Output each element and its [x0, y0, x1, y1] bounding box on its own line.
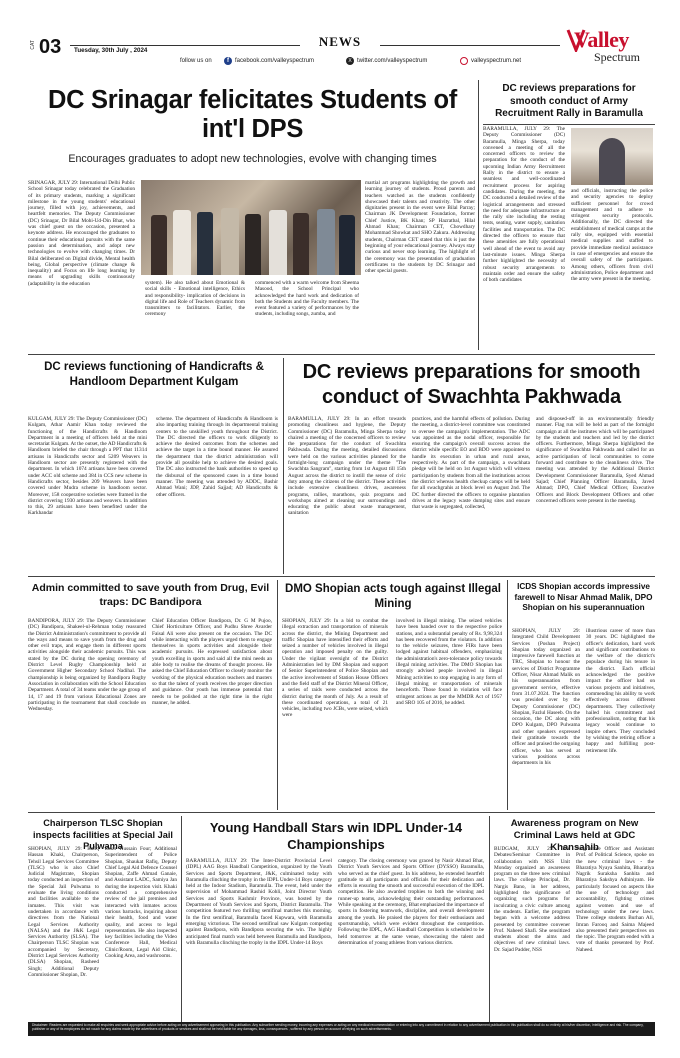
social-bar [180, 57, 560, 67]
farewell-col-2: illustrious career of more than 30 years. DC highlighted the officer's dedication, hard work and significant contributions to the welfare of the district's populace during his tenure in the district. Each official acknowledged the positive impact the officer had on various projects and initiatives, commending his ability to work effectively across different departments. They collectively hailed his commitment and professionalism, noting that his legacy would continue to inspire others. They concluded by wishing the retiring officer a happy and fulfilling post-retirement life. [586, 628, 655, 754]
army-col-2: and officials, instructing the police and security agencies to deploy sufficient personnel for crowd management and to adhere to stringent security protocols. Additionally, the DC directed the establishment of medical camps at the rally site, equipped with essential medical supplies and staffed to provide immediate medical assistance in case of emergencies and ensure the overall safety of the participants. Among others, officers from civil administration, Police department and the army were present in the meeting. [571, 188, 653, 283]
jail-col-2: Zakir Hussain Four; Additional Superintendent of Police Shopian, Shaukat Rafiq, Deputy Chief Legal Aid Defence Counsel Shopian, Zaffe Ahmad Ganaie, and Assistant LADC, Samiya Jan during the inspection visit. Khaki conducted a comprehensive review of the jail premises and interacted with inmates across various barracks, inquiring about their health, food and water quality, and access to legal representation. He also inspected key facilities including the Video Conference Hall, Medical Clinic/Room, Legal Aid Clinic, Cooking Area, and washrooms. [105, 846, 177, 960]
page-number: 03 [39, 36, 62, 58]
disclaimer-bar [28, 1022, 655, 1036]
column-divider [489, 816, 490, 1022]
cat-label: CAT [30, 40, 36, 50]
headline-mining[interactable]: DMO Shopian acts tough against Illegal Mining [285, 583, 501, 610]
article-army [483, 80, 655, 350]
jail-col-1: SHOPIAN, JULY 29: Rafiq Hassan Khaki, Chairperson, Tehsil Legal Services Committee (TLSC) who is also Chief Judicial Magistrate, Shopian today conducted an inspection of the Special Jail Pulwama to evaluate the living conditions and facilities available to the inmates. This visit was undertaken in accordance with directives from the National Legal Services Authority (NALSA) and the J&K Legal Services Authority (SLSA). The Chairperson TLSC Shopian was accompanied by Secretary, District Legal Services Authority (DLSA) Shopian, Rasheed Singh; Additional Deputy Commissioner Shopian, Dr. [28, 846, 99, 978]
masthead [0, 0, 680, 70]
twitter-link[interactable]: twitter.com/valleyspectrum [357, 58, 428, 64]
article-drugs [28, 580, 273, 810]
dps-photo [141, 180, 361, 275]
drugs-col-1: BANDIPORA, JULY 29: The Deputy Commissioner (DC) Bandipora, Shakeel-ul-Rehman today reassured the District Administration's commitment to provide all the ways and means to save youth from the drug and other evil traps, and engage them in different sports activities alongside their academic pursuits. This was stated by the DC during the opening ceremony of District Level Rugby Championship held at Government Higher Secondary School Nadihal. The championship is being organized by Bandipora Rugby Association in collaboration with the School Education Department. A total of 34 teams under the age group of 14, 17 and 19 from various Educational Zones are participating in the tournament that shall conclude on Wednesday. [28, 618, 146, 713]
army-col-1: BARAMULLA, JULY 29: The Deputy Commissioner (DC) Baramulla, Minga Sherpa, today convened a meeting of all the concerned officers to review the preparation for the conduct of the upcoming Indian Army Recruitment Rally in the district to ensure a seamless and well-coordinated recruitment process for aspiring candidates. During the meeting, the DC conducted a detailed review of the logistical arrangements and stressed the need for adequate infrastructure at the rally site including the resting tents, seating, water supply, sanitation facilities and transportation. The DC directed the officers to ensure that these amenities are fully operational well ahead of the event to avoid any last-minute issues. Minga Sherpa further highlighted the necessity of robust security arrangements to maintain order and ensure the safety of both candidates [483, 126, 565, 284]
handball-col-2: category. The closing ceremony was graced by Nasir Ahmad Bhat, District Youth Services and Sports Officer (DYSSO) Baramulla, who served as the chief guest. In his address, he extended heartfelt gratitude to all participants and officials for their dedication and efforts in ensuring the smooth and successful execution of the IDPL competition. He also awarded trophies to both the winning and runner-up teams, acknowledging their outstanding performances. While speaking at the ceremony, Bhat emphasized the importance of sports in fostering teamwork, discipline, and overall development among the youth. He praised the players for their enthusiasm and sportsmanship, which were evident throughout the competition. Following the IDPL, AAG Handball Competition is scheduled to be held tomorrow at the same venue, showcasing the talent and determination of young athletes from various districts. [338, 858, 484, 946]
swachhta-col-3: and disposed-off in an environmentally friendly manner. Flag run will be held as part of the fortnight campaign at all the institutes which will be participated by the students and teachers and led by the district officers. Furthermore, Minga Sherpa highlighted the significance of Swachhta Pakhwada and called for an active participation of local communities to come forward and contribute to the cleanliness drive. The meeting was attended by the Additional District Development Commissioner Baramulla, Syed Ahmad Sajad; Chief Planning Officer Baramulla, Javed Ahmad; DPO, Chief Medical Officer, Executive Officers and Block Development Officers and other concerned officers were present in the meeting. [536, 416, 654, 504]
dps-col-1: SRINAGAR, JULY 29: International Delhi Public School Srinagar today celebrated the Graduation of its primary students, marking a significant milestone in the young students' educational journey, filled with joy, achievements, and heartfelt memories. The Deputy Commissioner (DC) Srinagar, Dr Bilal Mohi-Ud-Din Bhat, who was chief guest on the occasion, presented a keynote address. He encouraged the graduates to continue their educational pursuits with the same passion and determination, and adopt new technologies to evolve with changing times. Dr Bilal deliberated on Digital divide, Mental health being, Global perspective (climate change & inequality) and Focus on life long learning by means of upgrading skills continuously (adaptability in the education [28, 180, 135, 287]
criminal-col-2: Programme Officer and Assistant Prof. of Political Science, spoke on the new criminal laws - the Bharatiya Nyaya Sanhita, Bharatiya Nagrik Suraksha Sanhita and Bharatiya Sakshya Adhiniyam. He particularly focused on aspects like the use of technology and accountability, fighting crimes against women and use of technology under the new laws. Three college students Burhan Ali, Imran Farooq and Saima Majeed also presented their perspectives on the topic. The program ended with a vote of thanks presented by Prof. Naheed. [576, 846, 654, 953]
section-divider [28, 812, 655, 813]
section-divider [28, 354, 655, 355]
article-mining [282, 580, 504, 810]
dps-col-4: martial art programs highlighting the growth and learning journey of students. Proud parents and teachers watched as the students confidently showcased their talents and creativity. The other dignitaries present in the event were Bilal Parray; Chairman JK Development Foundation, former Chief Justice, BK Khan; SP Hazratbal, Hilal Ahmad Khan; Chairman CET, Chowdhary Mohammad Showkat and SHO Zakura. Addressing students, Chairman CET stated that this is just the beginning of your educational journey. Always stay curious and never stop learning. The highlight of the ceremony was the presentation of graduation certificates to the students by DC Srinagar and other special guests. [365, 180, 475, 275]
column-divider [507, 580, 508, 810]
article-criminal-laws [494, 816, 655, 1038]
follow-label: follow us on [180, 58, 212, 64]
criminal-col-1: BUDGAM, JULY 29: The Debates/Seminar Committee in collaboration with NSS Unit Monday organized an awareness program on the three new criminal laws. The college Principal, Dr. Nargis Bano, in her address, highlighted the significance of organizing such programs for inculcating a civic culture among the students. Earlier, the program began with a welcome address presented by committee convener Prof. Naheed Shafi. She sensitized students about the aims and objectives of new criminal laws. Dr. Sajad Padder, NSS [494, 846, 570, 953]
handicrafts-col-2: scheme. The department of Handicrafts & Handloom is also imparting training through its departmental training centers to the unskilled youth throughout the District. The DC directed the officers to work diligently to achieve the desired outcomes from the schemes and achieve the target in a time bound manner. He assured the department that the district administration will provide all possible help to achieve the desired goals. The DC also instructed the bank authorities to speed up the disbursal of the sponsored cases in a time bound manner. The meeting was attended by ADDC, Bashir Ahmad Wani; JDP, Zahid Sajjad; AD Handicrafts & other officers. [156, 416, 278, 498]
swachhta-col-2: practices, and the harmful effects of pollution. During the meeting, a district-level committee was constituted to oversee the campaign's implementation. The ADC was appointed as the nodal officer, responsible for ensuring the campaign's overall success across the district while specific EO and BDO were appointed to handle its execution in urban and rural areas, respectively. As part of the campaign, a swachhata pledge will be held on 1st August which will witness participation by students from all the institutions across the district whereas health checkup camps will be held for all swachgrahis at block level on August 2nd. The DC further directed the officers to organise plantation drives at the legacy waste dumping sites and ensure that waste is segregated, collected, [412, 416, 530, 511]
swachhta-col-1: BARAMULLA, JULY 29: In an effort towards promoting cleanliness and hygiene, the Deputy Commissioner (DC) Baramulla, Minga Sherpa today chaired a meeting of the concerned officers to review the preparations for the conduct of Swachhta Pakhwada. During the meeting, detailed discussions were held on the various activities planned for the fortnight-long campaign under the theme "The Swachhta Sangram", starting from 1st August till 15th August across the district to instill the sense of civic duty among the citizens of the district. These activities include extensive cleanliness drives, awareness programs, rallies, marathons, quiz programs and workshops aimed at cleaning our surroundings and educating the public about waste management, sanitation [288, 416, 406, 517]
twitter-icon: X [346, 57, 354, 65]
column-divider [283, 358, 284, 574]
article-jail [28, 816, 178, 1038]
article-farewell [512, 580, 655, 810]
mining-col-1: SHOPIAN, JULY 29: In a bid to combat the illegal extraction and transportation of minerals across the district, the Mining Department and traffic Shopian have intensified their efforts and seized a number of vehicles involved in illegal operation and imposed penalty on the guilty. Under the vigilant oversight of the District Administration led by DM Shopian and support of Senior Superintendent of Police Shopian and the active involvement of Station House Officers and the field staff of the District Mineral Officer, a series of raids were conducted across the district during the month of July. As a result of these coordinated operations, a total of 21 vehicles, including two JCBs, were seized, which were [282, 618, 388, 719]
headline-criminal-laws[interactable]: Awareness program on New Criminal Laws held at GDC Khansahib [510, 818, 639, 853]
article-swachhta [288, 358, 655, 578]
column-divider [478, 80, 479, 350]
brand-logo [566, 28, 666, 68]
subhead-dps: Encourages graduates to adopt new technologies, evolve with changing times [68, 153, 437, 165]
section-divider [28, 576, 655, 577]
headline-handball[interactable]: Young Handball Stars win IDPL Under-14 Championships [209, 820, 463, 852]
globe-icon [460, 57, 468, 65]
column-divider [181, 816, 182, 1022]
facebook-icon: f [224, 57, 232, 65]
disclaimer-text: Disclaimer: Readers are requested to make all enquiries and seek appropriate advice before acting on any advertisement appearing in this publication. Any subscriber sending money, incurring any expenses or acting on any medical recommendation or entering into any commitment in relation to any advertisement publication in this publication shall do so entirely at his/her discretion, intelligence and risk. The company, publisher or any of its employees do not vouch for any claims made by the advertisers of products or services and shall not be held liable for any damages, loss, consequences , suffered by any person on account of relying on such advertisements. [32, 1023, 644, 1031]
headline-handicrafts[interactable]: DC reviews functioning of Handicrafts & Handloom Department Kulgam [44, 361, 264, 388]
divider [483, 124, 655, 125]
facebook-link[interactable]: facebook.com/valleyspectrum [235, 58, 315, 64]
army-photo [571, 128, 653, 185]
headline-swachhta[interactable]: DC reviews preparations for smooth conduct of Swachhta Pakhwada [302, 361, 641, 408]
column-divider [277, 580, 278, 810]
dps-col-3: commenced with a warm welcome from Sheema Masood, the School Principal who acknowledged the hard work and dedication of both the Students and the Faculty members. The event featured a variety of performances by the students, including songs, zumba, and [255, 280, 359, 318]
issue-date: Tuesday, 30th July , 2024 [74, 47, 148, 54]
section-title: NEWS [300, 34, 380, 50]
mining-col-2: involved in illegal mining. The seized vehicles have been handed over to the respective police stations, and a substantial penalty of Rs. 9,98,324 has been recovered from the violators. In addition to the vehicle seizures, three FIRs have been lodged against habitual offenders, emphasizing the administration's zero-tolerance policy towards illegal mining activities. The DMO Shopian has strongly advised people involved in illegal Mining activities to stop engaging in any form of illegal mining or transportation of minerals henceforth. Those found in violation will face stringent actions as per the MMDR Act of 1957 and SRO 105 of 2016, he added. [396, 618, 502, 706]
dps-col-2: system). He also talked about Emotional & social skills - Emotional intelligence, Ethics and responsibility- implication of decisions in digital life and Role of Teachers dynamic from transmitters to facilitators. Earlier, the ceremony [145, 280, 245, 318]
article-dps [28, 80, 477, 350]
headline-dps[interactable]: DC Srinagar felicitates Students of int'l DPS [48, 86, 457, 143]
article-handball [186, 816, 486, 1038]
logo-subtitle: Spectrum [594, 50, 640, 64]
article-handicrafts [28, 358, 280, 578]
website-link[interactable]: valleyspectrum.net [471, 58, 522, 64]
headline-army[interactable]: DC reviews preparations for smooth conduct of Army Recruitment Rally in Baramulla [495, 83, 643, 119]
page-number-badge [30, 36, 70, 58]
drugs-col-2: Chief Education Officer Bandipora, Dr. G M Pujoo, Chief Horticulture Officer, and Pudhu Shree Avarder Faisal Ali were also present on the occasion. The DC while interacting with the players urged them to engage themselves in sports activities and alongside their academic pursuits. He expressed satisfaction about youth excelling in sports and said all the mini needs an able body to realise the dreams of thought process. He asked the Chief Education Officer to closely monitor the working of the physical education teachers and masters so that the talent of youth receives the proper direction and guidance. Our youth has immense potential that needs to be polished at the right time in the right manner, he added. [152, 618, 272, 706]
headline-drugs[interactable]: Admin committed to save youth from Drug, Evil traps: DC Bandipora [31, 582, 270, 608]
headline-farewell[interactable]: ICDS Shopian accords impressive farewell to Nisar Ahmad Malik, DPO Shopian on his superannuation [514, 582, 653, 612]
headline-jail[interactable]: Chairperson TLSC Shopian inspects facilities at Special Jail Pulwama [33, 818, 173, 851]
handball-col-1: BARAMULLA, JULY 29: The Inter-District Provincial Level (IDPL) AAG Boys Handball Competition, organized by the Youth Services and Sports Department, J&K, culminated today with Baramulla clinching the trophy in the IDPL Under-14 Boys category held at the Indoor Stadium, Baramulla. The event, held under the supervision of Mohammad Rashid Kohli, Joint Director Youth Services and Sports Kashmir Province, was hosted by the Department of Youth Services and Sports, District Baramulla. The competition featured two thrilling semifinal matches this morning. In the first semifinal, Baramulla faced Kupwara, with Baramulla emerging victorious. The second semifinal saw Kulgam competing against Bandipora, with Bandipora securing the win. The highly anticipated final match was held between Baramulla and Bandipora, with Baramulla clinching the trophy in the IDPL Under-14 Boys [186, 858, 332, 946]
farewell-col-1: SHOPIAN, JULY 29: Integrated Child Development Services (Poshan Project) Shopian today organized an impressive farewell function at TRC, Shopian to honour the services of District Programme Officer, Nisar Ahmad Malik on his superannuation from government service, effective from 31.07.2024. The function was presided over by the Deputy Commissioner (DC) Shopian, Fazlul Haseeb. On the occasion, the DC along with DPO Kulgam, DPO Pulwama and other speakers expressed their gratitude towards the officer and praised the outgoing officer, who has served at various positions across departments in his [512, 628, 580, 767]
logo-title: Valley [574, 27, 629, 52]
handicrafts-col-1: KULGAM, JULY 29: The Deputy Commissioner (DC) Kulgam, Athar Aamir Khan today reviewed the functioning of the Handicrafts & Handloom Department in a meeting of officers held at the mini secretariat Kulgam. At the outset, the AD Handicrafts & Handloom briefed the chair through a PPT that 11314 artisans in Handicrafts sector and 5209 Weavers in Handloom sector are presently registered with the department. In which 1074 artisans have been covered under ACC old scheme and 384 in CCS new scheme in Handicrafts sector, besides 209 Weavers have been covered under Mudra scheme in handloom sector. Moreover, 158 cooperative societies were framed in the district covering 1930 artisans and weavers. In addition to this, 29 artisans have been benefited under the Karkhandar [28, 416, 147, 517]
